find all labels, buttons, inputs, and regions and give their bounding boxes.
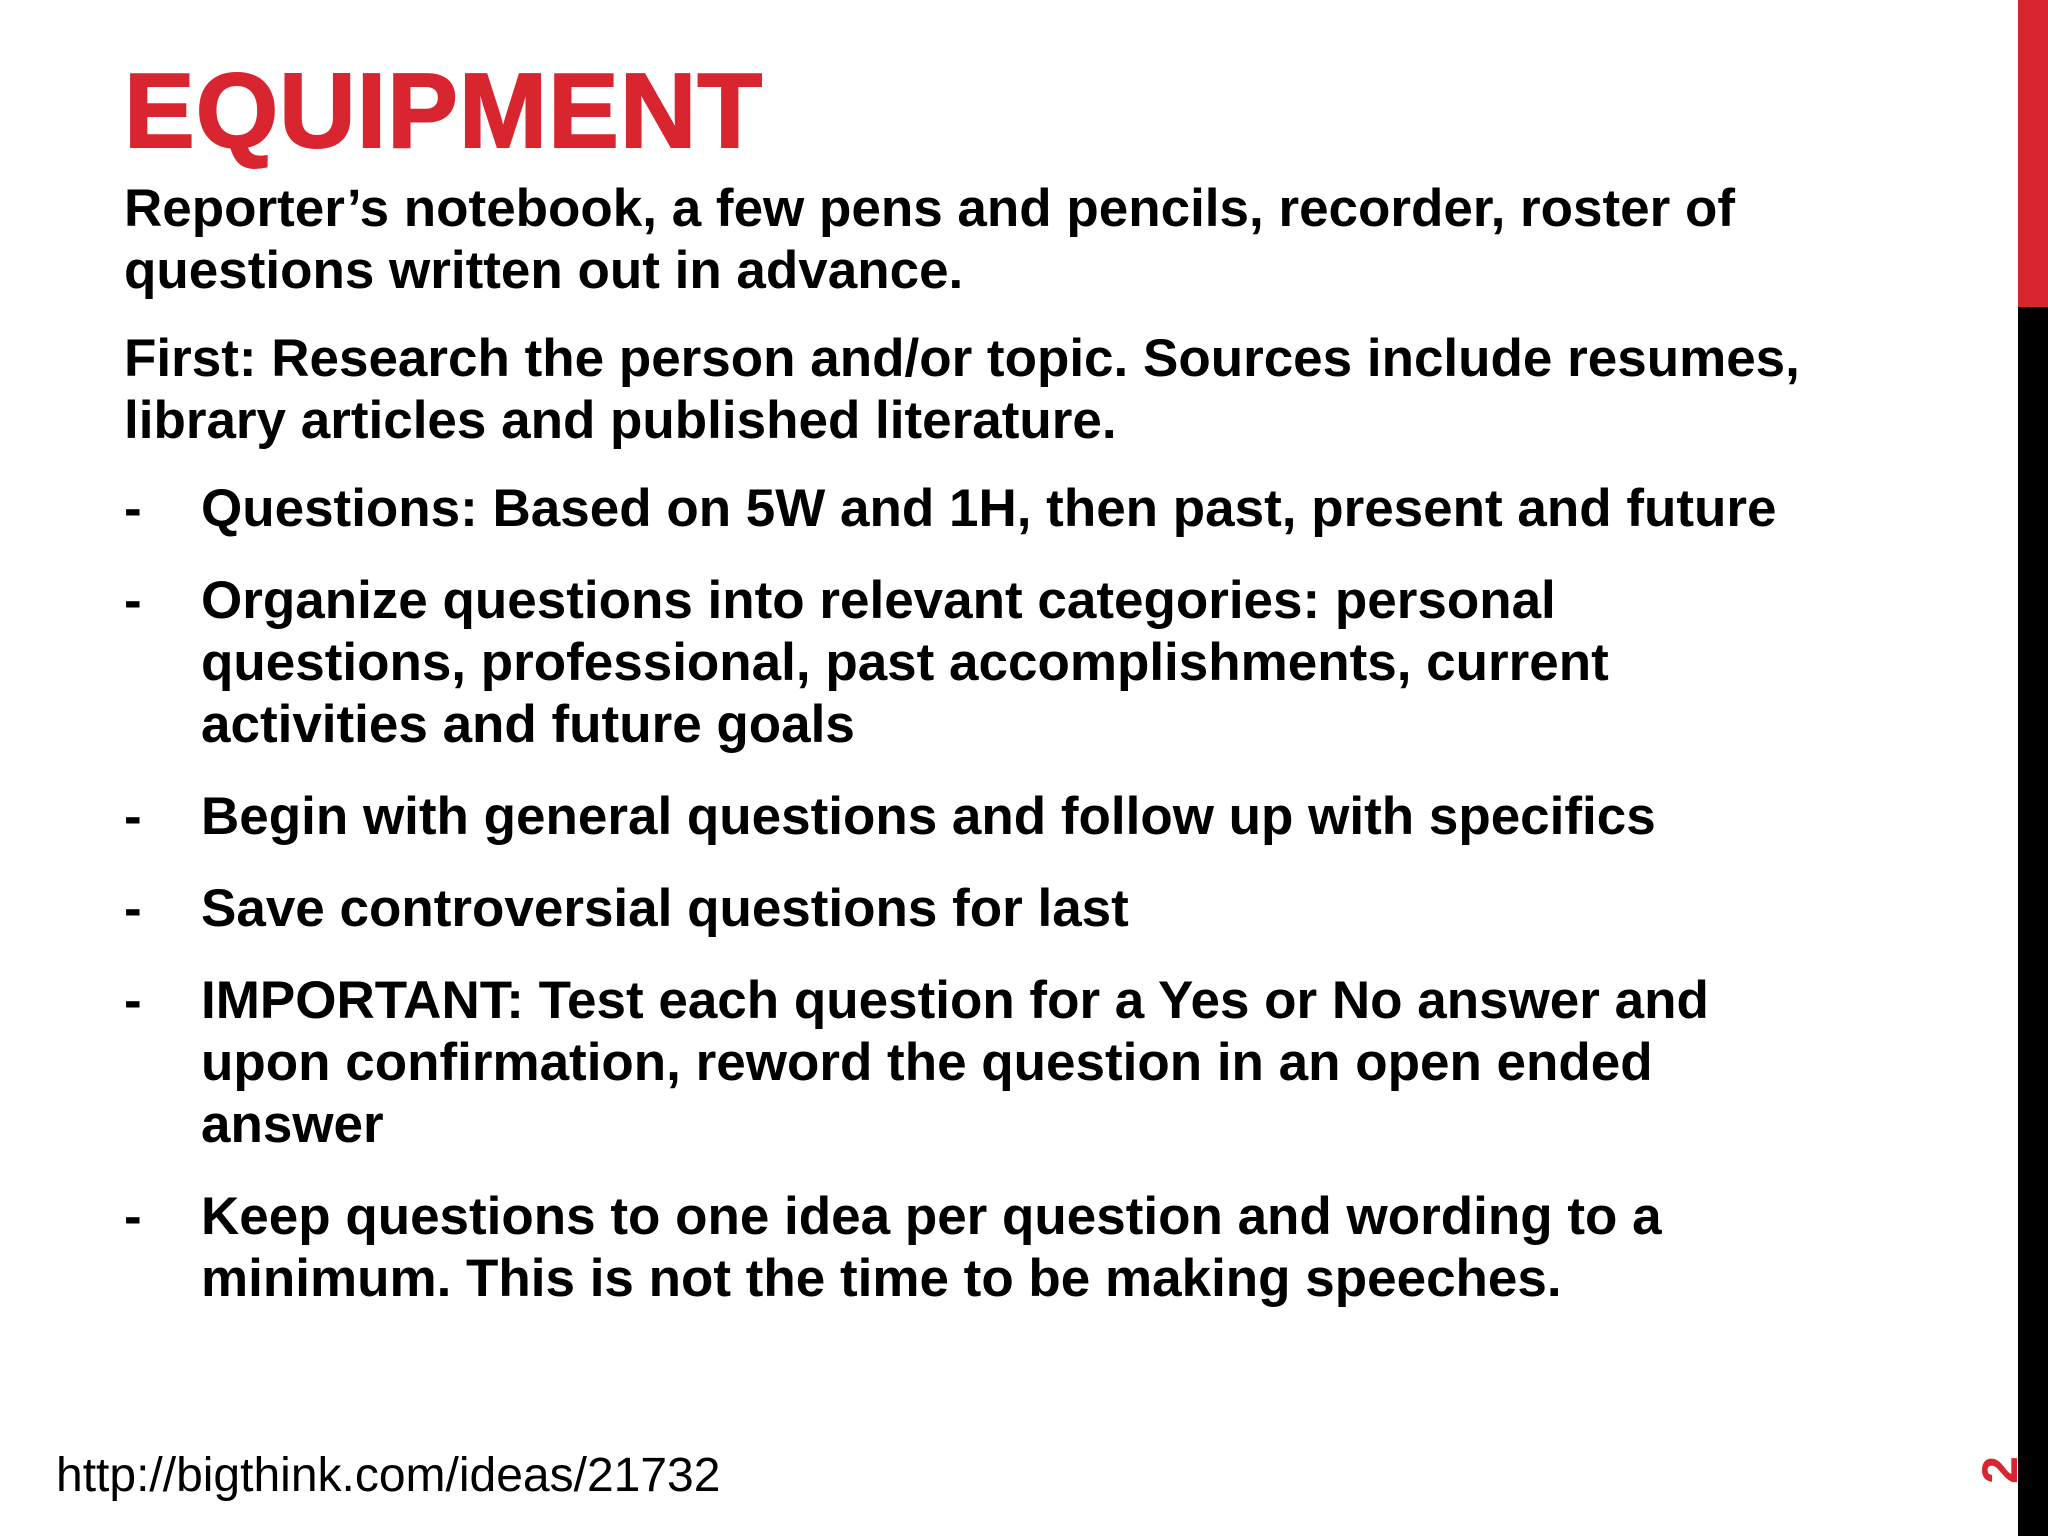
bullet-item bbox=[124, 786, 1804, 848]
bullet-item bbox=[124, 878, 1804, 940]
page-number: 2 bbox=[1972, 1456, 2028, 1484]
bullet-text: IMPORTANT: Test each question for a Yes or No answer and upon confirmation, reword the question in an open ended answer bbox=[201, 971, 1709, 1154]
bullet-item bbox=[124, 970, 1804, 1156]
bullet-item bbox=[124, 570, 1804, 756]
bullet-item bbox=[124, 478, 1804, 540]
side-bar-accent bbox=[2018, 0, 2048, 307]
source-url: http://bigthink.com/ideas/21732 bbox=[56, 1449, 721, 1502]
bullet-text: Questions: Based on 5W and 1H, then past, present and future bbox=[201, 479, 1777, 538]
bullet-marker: - bbox=[124, 971, 142, 1030]
paragraph-equipment: Reporter’s notebook, a few pens and pencils, recorder, roster of questions written out in advance. bbox=[124, 179, 1736, 300]
bullet-marker: - bbox=[124, 787, 142, 846]
paragraph-research: First: Research the person and/or topic. Sources include resumes, library articles and published literature. bbox=[124, 329, 1800, 450]
bullet-item bbox=[124, 1186, 1804, 1310]
bullet-text: Organize questions into relevant categories: personal questions, professional, past accomplishments, current activities and future goals bbox=[201, 571, 1609, 754]
slide-body bbox=[124, 178, 1804, 1340]
bullet-text: Save controversial questions for last bbox=[201, 879, 1129, 938]
bullet-list bbox=[124, 478, 1804, 1310]
bullet-text: Keep questions to one idea per question and wording to a minimum. This is not the time to be making speeches. bbox=[201, 1187, 1662, 1308]
bullet-marker: - bbox=[124, 1187, 142, 1246]
bullet-marker: - bbox=[124, 879, 142, 938]
bullet-marker: - bbox=[124, 571, 142, 630]
bullet-marker: - bbox=[124, 479, 142, 538]
bullet-text: Begin with general questions and follow up with specifics bbox=[201, 787, 1656, 846]
slide-title: EQUIPMENT bbox=[124, 52, 764, 170]
